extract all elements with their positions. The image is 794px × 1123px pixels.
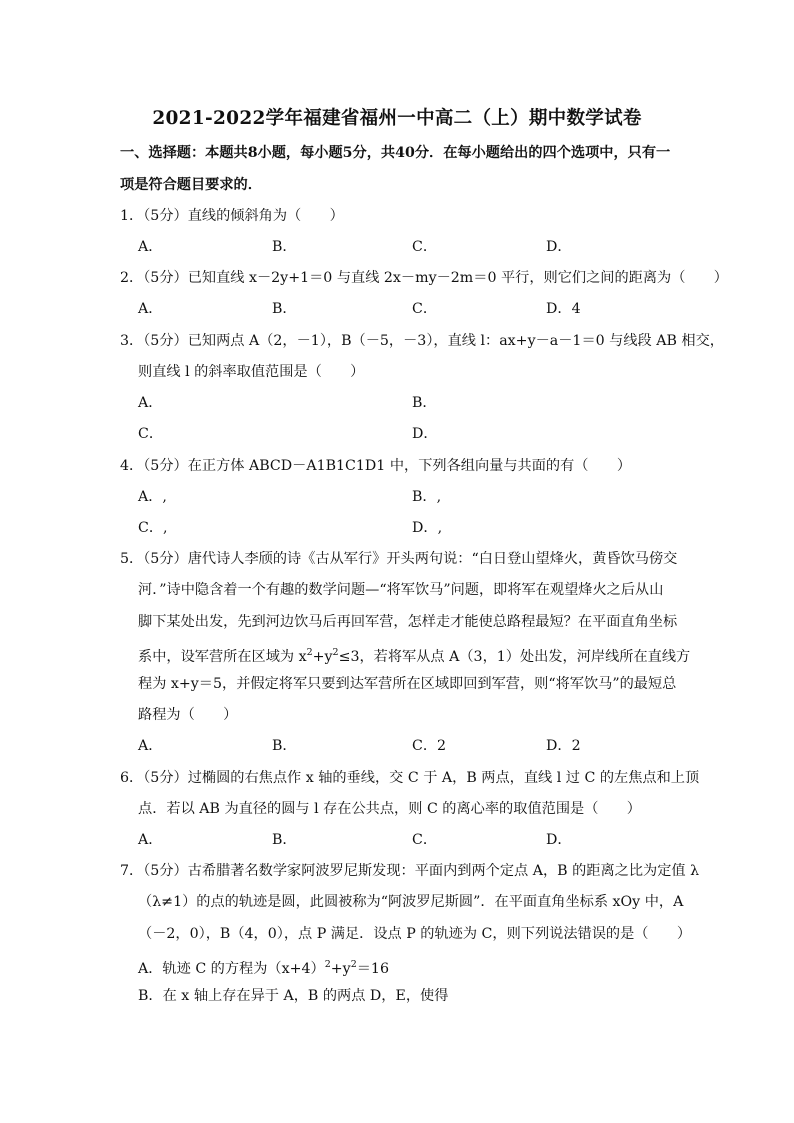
text-segment: +y bbox=[330, 961, 351, 977]
question-7 bbox=[120, 861, 699, 881]
question-number: 6． bbox=[120, 770, 144, 786]
question-number: 1． bbox=[120, 208, 144, 224]
superscript: 2 bbox=[350, 959, 357, 970]
section-heading-line1: 一、选择题：本题共8小题，每小题5分，共40分．在每小题给出的四个选项中，只有一 bbox=[120, 145, 671, 161]
question-text: （5分）直线的倾斜角为（ ） bbox=[143, 208, 344, 224]
q5-option-a: A． bbox=[138, 738, 163, 754]
q2-option-d: D．4 bbox=[546, 301, 581, 317]
question-5-line4 bbox=[138, 643, 690, 667]
q6-option-a: A． bbox=[138, 832, 163, 848]
page-title: 2021-2022学年福建省福州一中高二（上）期中数学试卷 bbox=[152, 108, 642, 129]
question-5 bbox=[120, 549, 677, 569]
question-3 bbox=[120, 331, 724, 351]
question-text: （5分）已知直线 x－2y+1＝0 与直线 2x－my－2m＝0 平行，则它们之间的距离为（ ） bbox=[143, 270, 728, 286]
question-text-line1: （5分）古希腊著名数学家阿波罗尼斯发现：平面内到两个定点 A，B 的距离之比为定值 λ bbox=[143, 863, 700, 879]
question-text-line1: （5分）已知两点 A（2，－1），B（－5，－3），直线 l：ax+y－a－1＝0 与线段 AB 相交， bbox=[143, 333, 724, 349]
section-heading-line2: 项是符合题目要求的． bbox=[120, 177, 262, 193]
question-number: 2． bbox=[120, 270, 144, 286]
q5-option-c: C．2 bbox=[412, 738, 447, 754]
q6-option-b: B． bbox=[272, 832, 297, 848]
superscript: 2 bbox=[306, 647, 313, 658]
q7-option-a bbox=[138, 955, 389, 979]
q1-option-b: B． bbox=[272, 239, 297, 255]
q2-option-c: C． bbox=[412, 301, 438, 317]
q3-option-c: C． bbox=[138, 426, 164, 442]
q2-option-b: B． bbox=[272, 301, 297, 317]
question-5-line2: 河．”诗中隐含着一个有趣的数学问题—“将军饮马”问题，即将军在观望烽火之后从山 bbox=[138, 582, 664, 598]
text-segment: A．轨迹 C 的方程为（x+4） bbox=[138, 961, 325, 977]
question-6 bbox=[120, 768, 699, 788]
question-2 bbox=[120, 268, 728, 288]
q1-option-d: D． bbox=[546, 239, 572, 255]
question-number: 3． bbox=[120, 333, 144, 349]
q3-option-d: D． bbox=[412, 426, 438, 442]
q1-option-a: A． bbox=[138, 239, 163, 255]
question-4 bbox=[120, 456, 631, 476]
q4-option-b: B．, bbox=[412, 489, 442, 505]
q1-option-c: C． bbox=[412, 239, 438, 255]
question-3-line2: 则直线 l 的斜率取值范围是（ ） bbox=[138, 364, 365, 380]
question-1 bbox=[120, 206, 344, 226]
q2-option-a: A． bbox=[138, 301, 163, 317]
q3-option-b: B． bbox=[412, 395, 437, 411]
question-7-line3: （－2，0），B（4，0），点 P 满足．设点 P 的轨迹为 C，则下列说法错误的是（ ） bbox=[138, 926, 692, 942]
q6-option-d: D． bbox=[546, 832, 572, 848]
question-number: 4． bbox=[120, 458, 144, 474]
question-text-line1: （5分）过椭圆的右焦点作 x 轴的垂线，交 C 于 A，B 两点，直线 l 过 C 的左焦点和上顶 bbox=[143, 770, 700, 786]
q4-option-c: C．, bbox=[138, 520, 168, 536]
question-5-line5: 程为 x+y＝5，并假定将军只要到达军营所在区域即回到军营，则“将军饮马”的最短总 bbox=[138, 676, 677, 692]
text-segment: ＝16 bbox=[356, 961, 389, 977]
text-segment: +y bbox=[312, 649, 333, 665]
q3-option-a: A． bbox=[138, 395, 163, 411]
question-5-line6: 路程为（ ） bbox=[138, 707, 238, 723]
question-6-line2: 点．若以 AB 为直径的圆与 l 存在公共点，则 C 的离心率的取值范围是（ ） bbox=[138, 801, 641, 817]
question-text: （5分）在正方体 ABCD－A1B1C1D1 中，下列各组向量与共面的有（ ） bbox=[143, 458, 632, 474]
superscript: 2 bbox=[324, 959, 331, 970]
q4-option-d: D．, bbox=[412, 520, 443, 536]
text-segment: 系中，设军营所在区域为 x bbox=[138, 649, 307, 665]
text-segment: ≤3，若将军从点 A（3，1）处出发，河岸线所在直线方 bbox=[338, 649, 691, 665]
q7-option-b: B．在 x 轴上存在异于 A，B 的两点 D，E，使得 bbox=[138, 988, 449, 1004]
question-number: 5． bbox=[120, 551, 144, 567]
q5-option-b: B． bbox=[272, 738, 297, 754]
superscript: 2 bbox=[332, 647, 339, 658]
question-number: 7． bbox=[120, 863, 144, 879]
q6-option-c: C． bbox=[412, 832, 438, 848]
question-text-line1: （5分）唐代诗人李颀的诗《古从军行》开头两句说：“白日登山望烽火，黄昏饮马傍交 bbox=[143, 551, 678, 567]
q5-option-d: D．2 bbox=[546, 738, 581, 754]
q4-option-a: A．, bbox=[138, 489, 167, 505]
question-7-line2: （λ≠1）的点的轨迹是圆，此圆被称为“阿波罗尼斯圆”．在平面直角坐标系 xOy 中，A bbox=[138, 894, 684, 910]
question-5-line3: 脚下某处出发，先到河边饮马后再回军营，怎样走才能使总路程最短？在平面直角坐标 bbox=[138, 614, 678, 630]
